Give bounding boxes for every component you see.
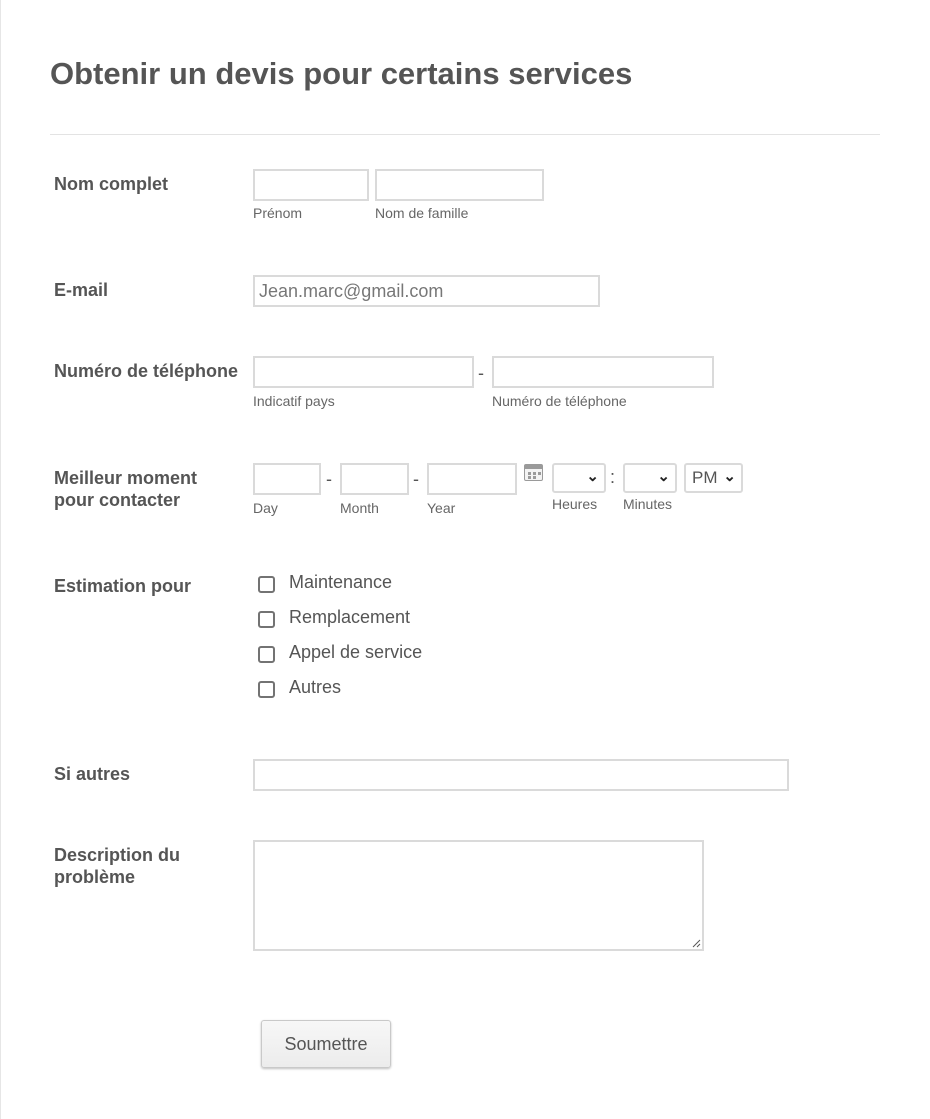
chevron-down-icon: ⌄ — [586, 468, 599, 485]
submit-button[interactable]: Soumettre — [261, 1020, 391, 1068]
other-label: Si autres — [54, 764, 131, 784]
minutes-sublabel: Minutes — [623, 496, 673, 512]
email-label: E-mail — [54, 280, 109, 300]
checkbox-label: Autres — [289, 677, 342, 697]
phone-area-sublabel: Indicatif pays — [253, 393, 335, 409]
resize-handle-icon[interactable] — [692, 939, 701, 948]
chevron-down-icon: ⌄ — [723, 468, 736, 485]
first-name-input[interactable] — [253, 169, 369, 201]
last-name-input[interactable] — [375, 169, 544, 201]
date-separator-1: - — [326, 469, 332, 489]
phone-number-sublabel: Numéro de téléphone — [492, 393, 627, 409]
checkbox[interactable] — [258, 576, 275, 593]
other-input[interactable] — [253, 759, 789, 791]
chevron-down-icon: ⌄ — [657, 468, 670, 485]
form-title: Obtenir un devis pour certains services — [50, 56, 633, 91]
minutes-select[interactable] — [623, 463, 677, 493]
ampm-select[interactable] — [684, 463, 743, 493]
hours-sublabel: Heures — [552, 496, 598, 512]
phone-separator: - — [478, 363, 484, 383]
last-name-sublabel: Nom de famille — [375, 205, 469, 221]
description-textarea[interactable] — [253, 840, 704, 951]
first-name-sublabel: Prénom — [253, 205, 303, 221]
day-sublabel: Day — [253, 500, 278, 516]
month-sublabel: Month — [340, 500, 379, 516]
full-name-label: Nom complet — [54, 174, 169, 194]
checkbox[interactable] — [258, 611, 275, 628]
day-input[interactable] — [253, 463, 321, 495]
phone-number-input[interactable] — [492, 356, 714, 388]
checkbox-label: Appel de service — [289, 642, 423, 662]
description-label: Description du problème — [54, 845, 181, 887]
date-separator-2: - — [413, 469, 419, 489]
hours-select[interactable] — [552, 463, 606, 493]
year-sublabel: Year — [427, 500, 456, 516]
calendar-icon[interactable] — [524, 464, 543, 481]
time-separator: : — [610, 467, 616, 487]
month-input[interactable] — [340, 463, 409, 495]
page-edge — [0, 0, 1, 1119]
year-input[interactable] — [427, 463, 517, 495]
best-time-label: Meilleur moment pour contacter — [54, 468, 198, 510]
checkbox-label: Maintenance — [289, 572, 393, 592]
checkbox[interactable] — [258, 681, 275, 698]
checkbox-label: Remplacement — [289, 607, 411, 627]
phone-area-input[interactable] — [253, 356, 474, 388]
phone-label: Numéro de téléphone — [54, 361, 239, 381]
ampm-value: PM — [692, 468, 718, 487]
estimate-label: Estimation pour — [54, 576, 192, 596]
email-input[interactable] — [253, 275, 600, 307]
title-divider — [50, 134, 880, 135]
checkbox[interactable] — [258, 646, 275, 663]
